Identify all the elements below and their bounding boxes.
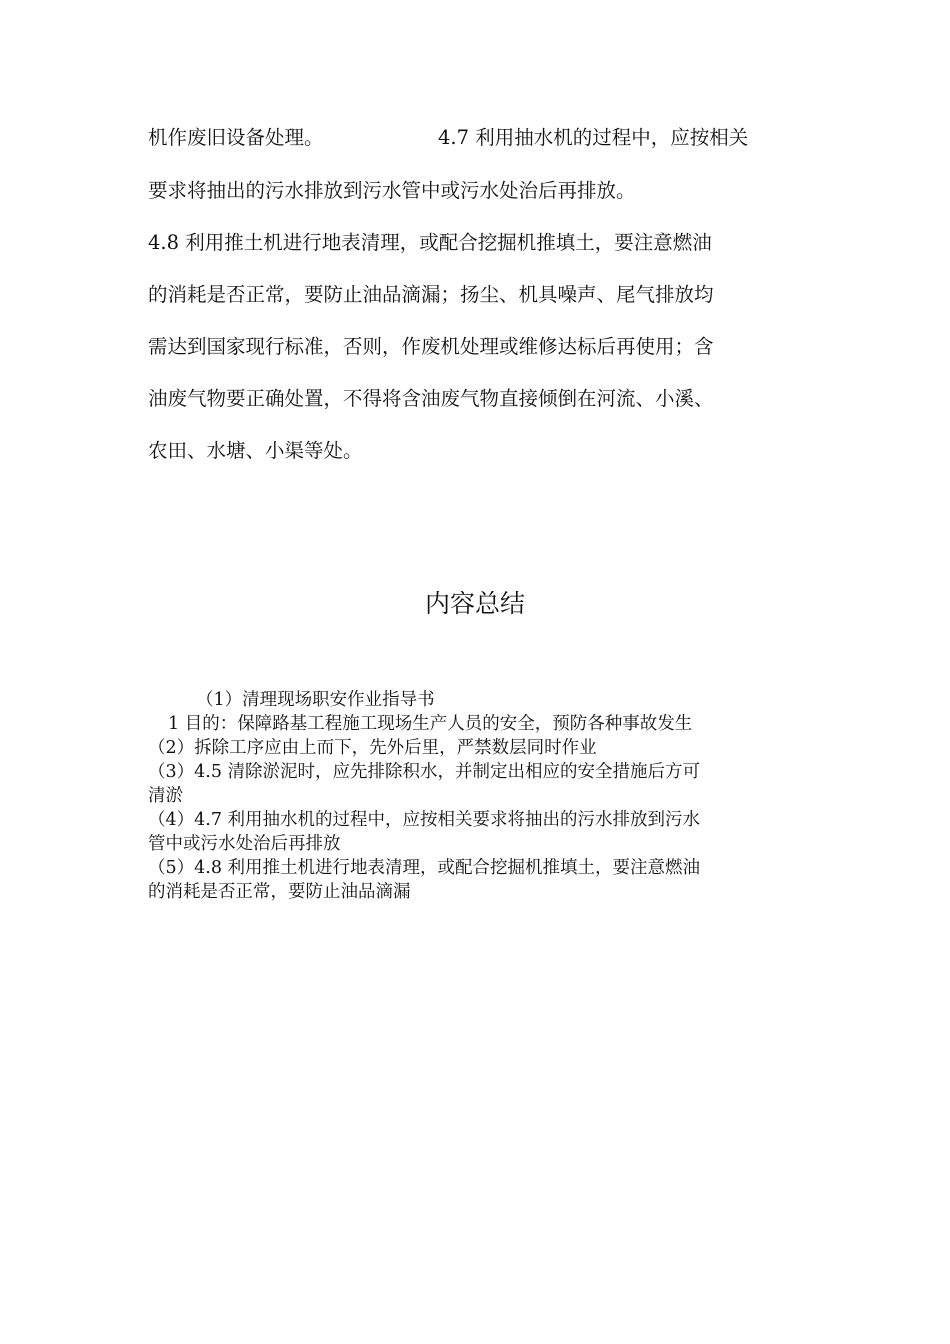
summary-line-8: （5）4.8 利用推土机进行地表清理，或配合挖掘机推填土，要注意燃油	[148, 858, 701, 878]
summary-line-9: 的消耗是否正常，要防止油品滴漏	[148, 882, 411, 902]
body-line-3: 要求将抽出的污水排放到污水管中或污水处治后再排放。	[148, 179, 636, 202]
summary-line-4: （3）4.5 清除淤泥时，应先排除积水，并制定出相应的安全措施后方可	[148, 762, 701, 782]
summary-line-6: （4）4.7 利用抽水机的过程中，应按相关要求将抽出的污水排放到污水	[148, 810, 701, 830]
summary-line-1: （1）清理现场职安作业指导书	[196, 690, 435, 710]
body-line-7: 油废气物要正确处置，不得将含油废气物直接倾倒在河流、小溪、	[148, 387, 714, 410]
summary-line-2: 1 目的：保障路基工程施工现场生产人员的安全，预防各种事故发生	[168, 714, 693, 734]
body-line-5: 的消耗是否正常，要防止油品滴漏；扬尘、机具噪声、尾气排放均	[148, 283, 714, 306]
summary-line-5: 清淤	[148, 786, 183, 806]
body-line-6: 需达到国家现行标准，否则，作废机处理或维修达标后再使用；含	[148, 335, 714, 358]
summary-line-7: 管中或污水处治后再排放	[148, 834, 341, 854]
summary-title: 内容总结	[424, 589, 525, 618]
body-line-4: 4.8 利用推土机进行地表清理，或配合挖掘机推填土，要注意燃油	[148, 231, 712, 254]
body-line-8: 农田、水塘、小渠等处。	[148, 439, 363, 462]
body-line-2: 4.7 利用抽水机的过程中，应按相关	[438, 126, 749, 149]
body-line-1: 机作废旧设备处理。	[148, 126, 324, 149]
summary-line-3: （2）拆除工序应由上而下，先外后里，严禁数层同时作业	[148, 738, 597, 758]
